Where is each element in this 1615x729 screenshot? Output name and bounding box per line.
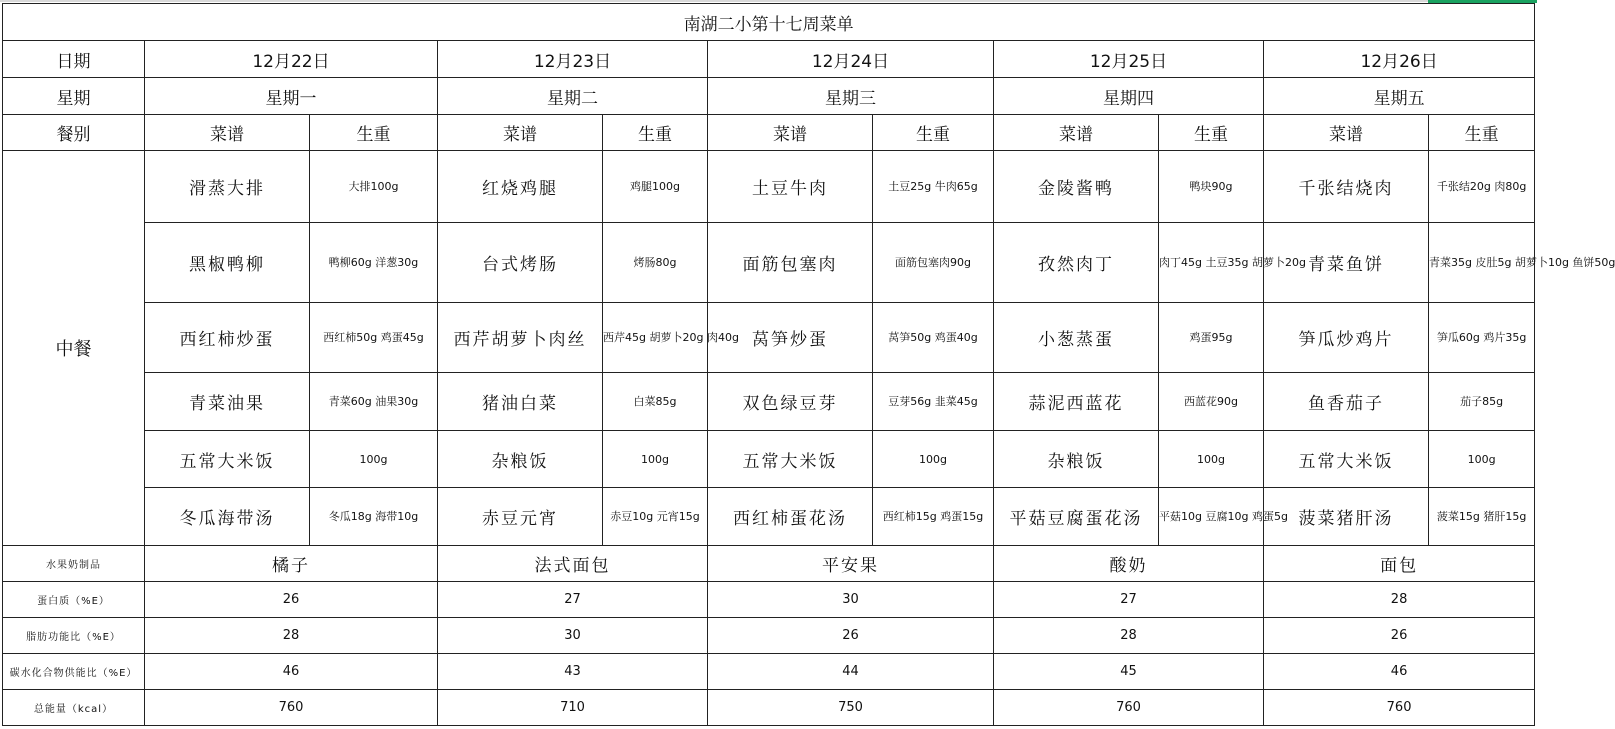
weight-column-header: 生重 [310,115,438,151]
dish-weight: 莴笋50g 鸡蛋40g [873,303,994,373]
nutrition-row [3,690,1535,726]
snack-cell: 平安果 [708,546,994,582]
dish-weight: 菠菜15g 猪肝15g [1429,488,1535,546]
nutrition-value: 44 [708,654,994,690]
nutrition-value: 28 [1264,582,1535,618]
snack-label: 水果奶制品 [3,546,145,582]
dish-name: 猪油白菜 [438,373,603,431]
dish-name: 笋瓜炒鸡片 [1264,303,1429,373]
meal-name-cell: 中餐 [3,151,145,546]
dish-name: 红烧鸡腿 [438,151,603,223]
dish-name: 台式烤肠 [438,223,603,303]
dish-name: 杂粮饭 [994,431,1159,488]
dish-column-header: 菜谱 [1264,115,1429,151]
dish-weight: 赤豆10g 元宵15g [603,488,708,546]
dish-column-header: 菜谱 [438,115,603,151]
nutrition-value: 26 [145,582,438,618]
dish-name: 冬瓜海带汤 [145,488,310,546]
dish-weight: 西芹45g 胡萝卜20g 肉40g [603,303,708,373]
nutrition-value: 26 [708,618,994,654]
dish-weight: 西蓝花90g [1159,373,1264,431]
dish-row [3,488,1535,546]
nutrition-value: 28 [145,618,438,654]
nutrition-label: 碳水化合物供能比（%E） [3,654,145,690]
dish-row [3,431,1535,488]
nutrition-value: 710 [438,690,708,726]
dish-name: 平菇豆腐蛋花汤 [994,488,1159,546]
date-cell: 12月23日 [438,41,708,78]
date-cell: 12月25日 [994,41,1264,78]
dish-weight: 100g [310,431,438,488]
dish-weight: 大排100g [310,151,438,223]
dish-name: 五常大米饭 [708,431,873,488]
dish-column-header: 菜谱 [708,115,873,151]
dish-name: 黑椒鸭柳 [145,223,310,303]
nutrition-label: 蛋白质（%E） [3,582,145,618]
nutrition-value: 26 [1264,618,1535,654]
nutrition-value: 760 [145,690,438,726]
dish-name: 杂粮饭 [438,431,603,488]
weight-column-header: 生重 [1159,115,1264,151]
dish-weight: 白菜85g [603,373,708,431]
nutrition-value: 27 [994,582,1264,618]
dish-weight: 面筋包塞肉90g [873,223,994,303]
dish-weight: 西红柿50g 鸡蛋45g [310,303,438,373]
dish-name: 千张结烧肉 [1264,151,1429,223]
dish-weight: 青菜60g 油果30g [310,373,438,431]
dish-name: 蒜泥西蓝花 [994,373,1159,431]
dish-weight: 鸡蛋95g [1159,303,1264,373]
dish-row [3,303,1535,373]
nutrition-value: 43 [438,654,708,690]
nutrition-value: 45 [994,654,1264,690]
dish-weight: 笋瓜60g 鸡片35g [1429,303,1535,373]
date-cell: 12月26日 [1264,41,1535,78]
dish-name: 鱼香茄子 [1264,373,1429,431]
dish-name: 青菜鱼饼 [1264,223,1429,303]
dish-weight: 土豆25g 牛肉65g [873,151,994,223]
dish-name: 西红柿蛋花汤 [708,488,873,546]
nutrition-value: 28 [994,618,1264,654]
weekday-cell: 星期四 [994,78,1264,115]
nutrition-value: 760 [1264,690,1535,726]
dish-weight: 青菜35g 皮肚5g 胡萝卜10g 鱼饼50g [1429,223,1535,303]
weekday-cell: 星期三 [708,78,994,115]
nutrition-value: 27 [438,582,708,618]
snack-row [3,546,1535,582]
weekday-cell: 星期一 [145,78,438,115]
nutrition-value: 30 [438,618,708,654]
dish-name: 孜然肉丁 [994,223,1159,303]
nutrition-value: 46 [145,654,438,690]
dish-weight: 100g [873,431,994,488]
dish-name: 五常大米饭 [145,431,310,488]
dish-weight: 鸡腿100g [603,151,708,223]
dish-name: 小葱蒸蛋 [994,303,1159,373]
dish-weight: 冬瓜18g 海带10g [310,488,438,546]
dish-row [3,223,1535,303]
dish-weight: 100g [1429,431,1535,488]
date-cell: 12月24日 [708,41,994,78]
snack-cell: 酸奶 [994,546,1264,582]
dish-row [3,373,1535,431]
weekday-row [3,78,1535,115]
dish-weight: 豆芽56g 韭菜45g [873,373,994,431]
dish-column-header: 菜谱 [145,115,310,151]
dish-name: 五常大米饭 [1264,431,1429,488]
nutrition-row [3,654,1535,690]
column-header-row [3,115,1535,151]
menu-title: 南湖二小第十七周菜单 [3,4,1535,41]
dish-name: 莴笋炒蛋 [708,303,873,373]
dish-weight: 平菇10g 豆腐10g 鸡蛋5g [1159,488,1264,546]
dish-weight: 100g [603,431,708,488]
dish-name: 青菜油果 [145,373,310,431]
dish-column-header: 菜谱 [994,115,1159,151]
dish-name: 土豆牛肉 [708,151,873,223]
weekday-label: 星期 [3,78,145,115]
date-row [3,41,1535,78]
dish-weight: 茄子85g [1429,373,1535,431]
dish-weight: 鸭柳60g 洋葱30g [310,223,438,303]
snack-cell: 法式面包 [438,546,708,582]
dish-name: 菠菜猪肝汤 [1264,488,1429,546]
nutrition-value: 30 [708,582,994,618]
weekly-menu-table [2,3,1615,726]
dish-name: 西芹胡萝卜肉丝 [438,303,603,373]
weekday-cell: 星期二 [438,78,708,115]
dish-name: 双色绿豆芽 [708,373,873,431]
dish-weight: 100g [1159,431,1264,488]
date-cell: 12月22日 [145,41,438,78]
weekday-cell: 星期五 [1264,78,1535,115]
dish-name: 西红柿炒蛋 [145,303,310,373]
nutrition-value: 750 [708,690,994,726]
sheet-top-border [0,0,1537,2]
nutrition-value: 760 [994,690,1264,726]
nutrition-row [3,618,1535,654]
dish-name: 面筋包塞肉 [708,223,873,303]
dish-name: 赤豆元宵 [438,488,603,546]
meal-type-label: 餐别 [3,115,145,151]
dish-row [3,151,1535,223]
dish-name: 滑蒸大排 [145,151,310,223]
snack-cell: 橘子 [145,546,438,582]
dish-weight: 西红柿15g 鸡蛋15g [873,488,994,546]
nutrition-label: 脂肪功能比（%E） [3,618,145,654]
snack-cell: 面包 [1264,546,1535,582]
dish-weight: 鸭块90g [1159,151,1264,223]
nutrition-row [3,582,1535,618]
weight-column-header: 生重 [603,115,708,151]
nutrition-label: 总能量（kcal） [3,690,145,726]
weight-column-header: 生重 [873,115,994,151]
nutrition-value: 46 [1264,654,1535,690]
dish-name: 金陵酱鸭 [994,151,1159,223]
date-label: 日期 [3,41,145,78]
dish-weight: 千张结20g 肉80g [1429,151,1535,223]
dish-weight: 肉丁45g 土豆35g 胡萝卜20g [1159,223,1264,303]
weight-column-header: 生重 [1429,115,1535,151]
dish-weight: 烤肠80g [603,223,708,303]
